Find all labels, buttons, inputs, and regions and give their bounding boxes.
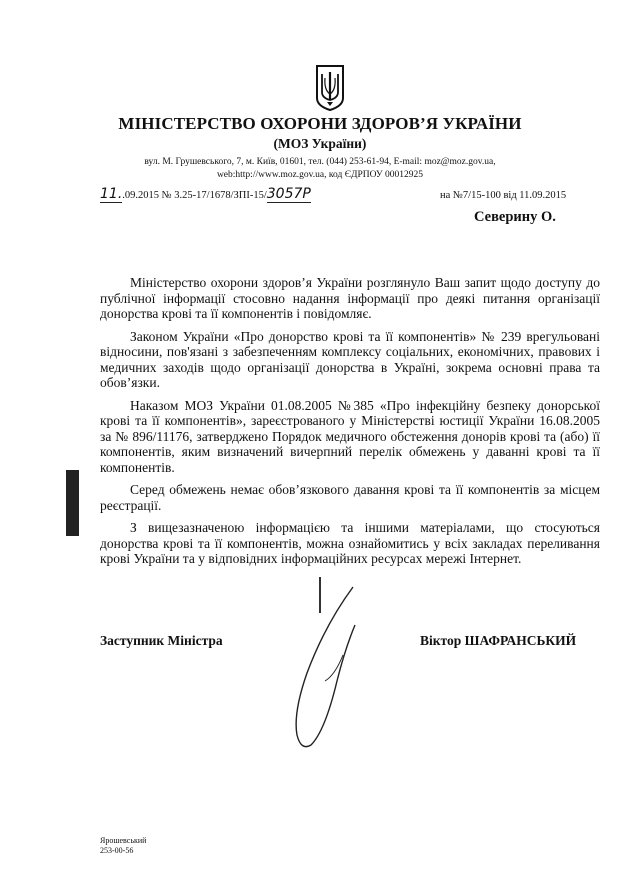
ministry-address — [0, 156, 640, 182]
address-line: web:http://www.moz.gov.ua, код ЄДРПОУ 00012925 — [216, 170, 424, 180]
ministry-abbreviation: (МОЗ України) — [273, 136, 367, 151]
addressee: Северину О. — [474, 209, 556, 225]
ministry-name: МІНІСТЕРСТВО ОХОРОНИ ЗДОРОВ’Я УКРАЇНИ — [118, 114, 522, 133]
handwritten-number: 3057Р — [266, 186, 311, 202]
executor-name: Ярошевський — [100, 836, 147, 845]
address-line: вул. М. Грушевського, 7, м. Київ, 01601, тел. (044) 253-61-94, E-mail: moz@moz.gov.ua, — [144, 157, 496, 167]
letter-body — [100, 275, 600, 574]
incoming-reference: на №7/15-100 від 11.09.2015 — [440, 190, 567, 201]
signatory-position: Заступник Міністра — [100, 633, 223, 648]
body-paragraph: Законом України «Про донорство крові та її компонентів» № 239 врегульовані відносини, пов'язані з забезпеченням комплексу соціальних, економічних, правових і медичних заходів щодо організації донорства в Україні, зокрема основні права та обов’язки. — [100, 328, 600, 390]
handwritten-signature — [285, 585, 395, 755]
scan-margin-mark — [66, 470, 79, 536]
handwritten-day: 11. — [100, 186, 123, 202]
body-paragraph: Наказом МОЗ України 01.08.2005 №385 «Про інфекційну безпеку донорської крові та її компонентів», зареєстрованого у Міністерстві юстиції України 16.08.2005 за № 896/11176, затверджено Порядок медичного обстеження донорів крові та (або) її компонентів, яким визначений вичерпний перелік обмежень у даванні крові та її компонентів. — [100, 397, 600, 475]
outgoing-reference — [100, 186, 311, 203]
executor-info — [100, 836, 146, 856]
body-paragraph: Серед обмежень немає обов’язкового давання крові та її компонентів за місцем реєстрації. — [100, 482, 600, 513]
outgoing-date-number: .09.2015 № 3.25-17/1678/ЗПІ-15/ — [122, 190, 267, 201]
body-paragraph: З вищезазначеною інформацією та іншими матеріалами, що стосуються донорства крові та її компонентів, можна ознайомитись у всіх закладах переливання крові України та у відповідних інформаційних ресурсах мережі Інтернет. — [100, 520, 600, 566]
signatory-name: Віктор ШАФРАНСЬКИЙ — [420, 633, 577, 648]
executor-phone: 253-00-56 — [100, 846, 134, 855]
trident-emblem-icon — [314, 64, 346, 112]
body-paragraph: Міністерство охорони здоров’я України розглянуло Ваш запит щодо доступу до публічної інформації стосовно надання інформації про деякі питання організації донорства крові та її компонентів і повідомляє. — [100, 275, 600, 321]
